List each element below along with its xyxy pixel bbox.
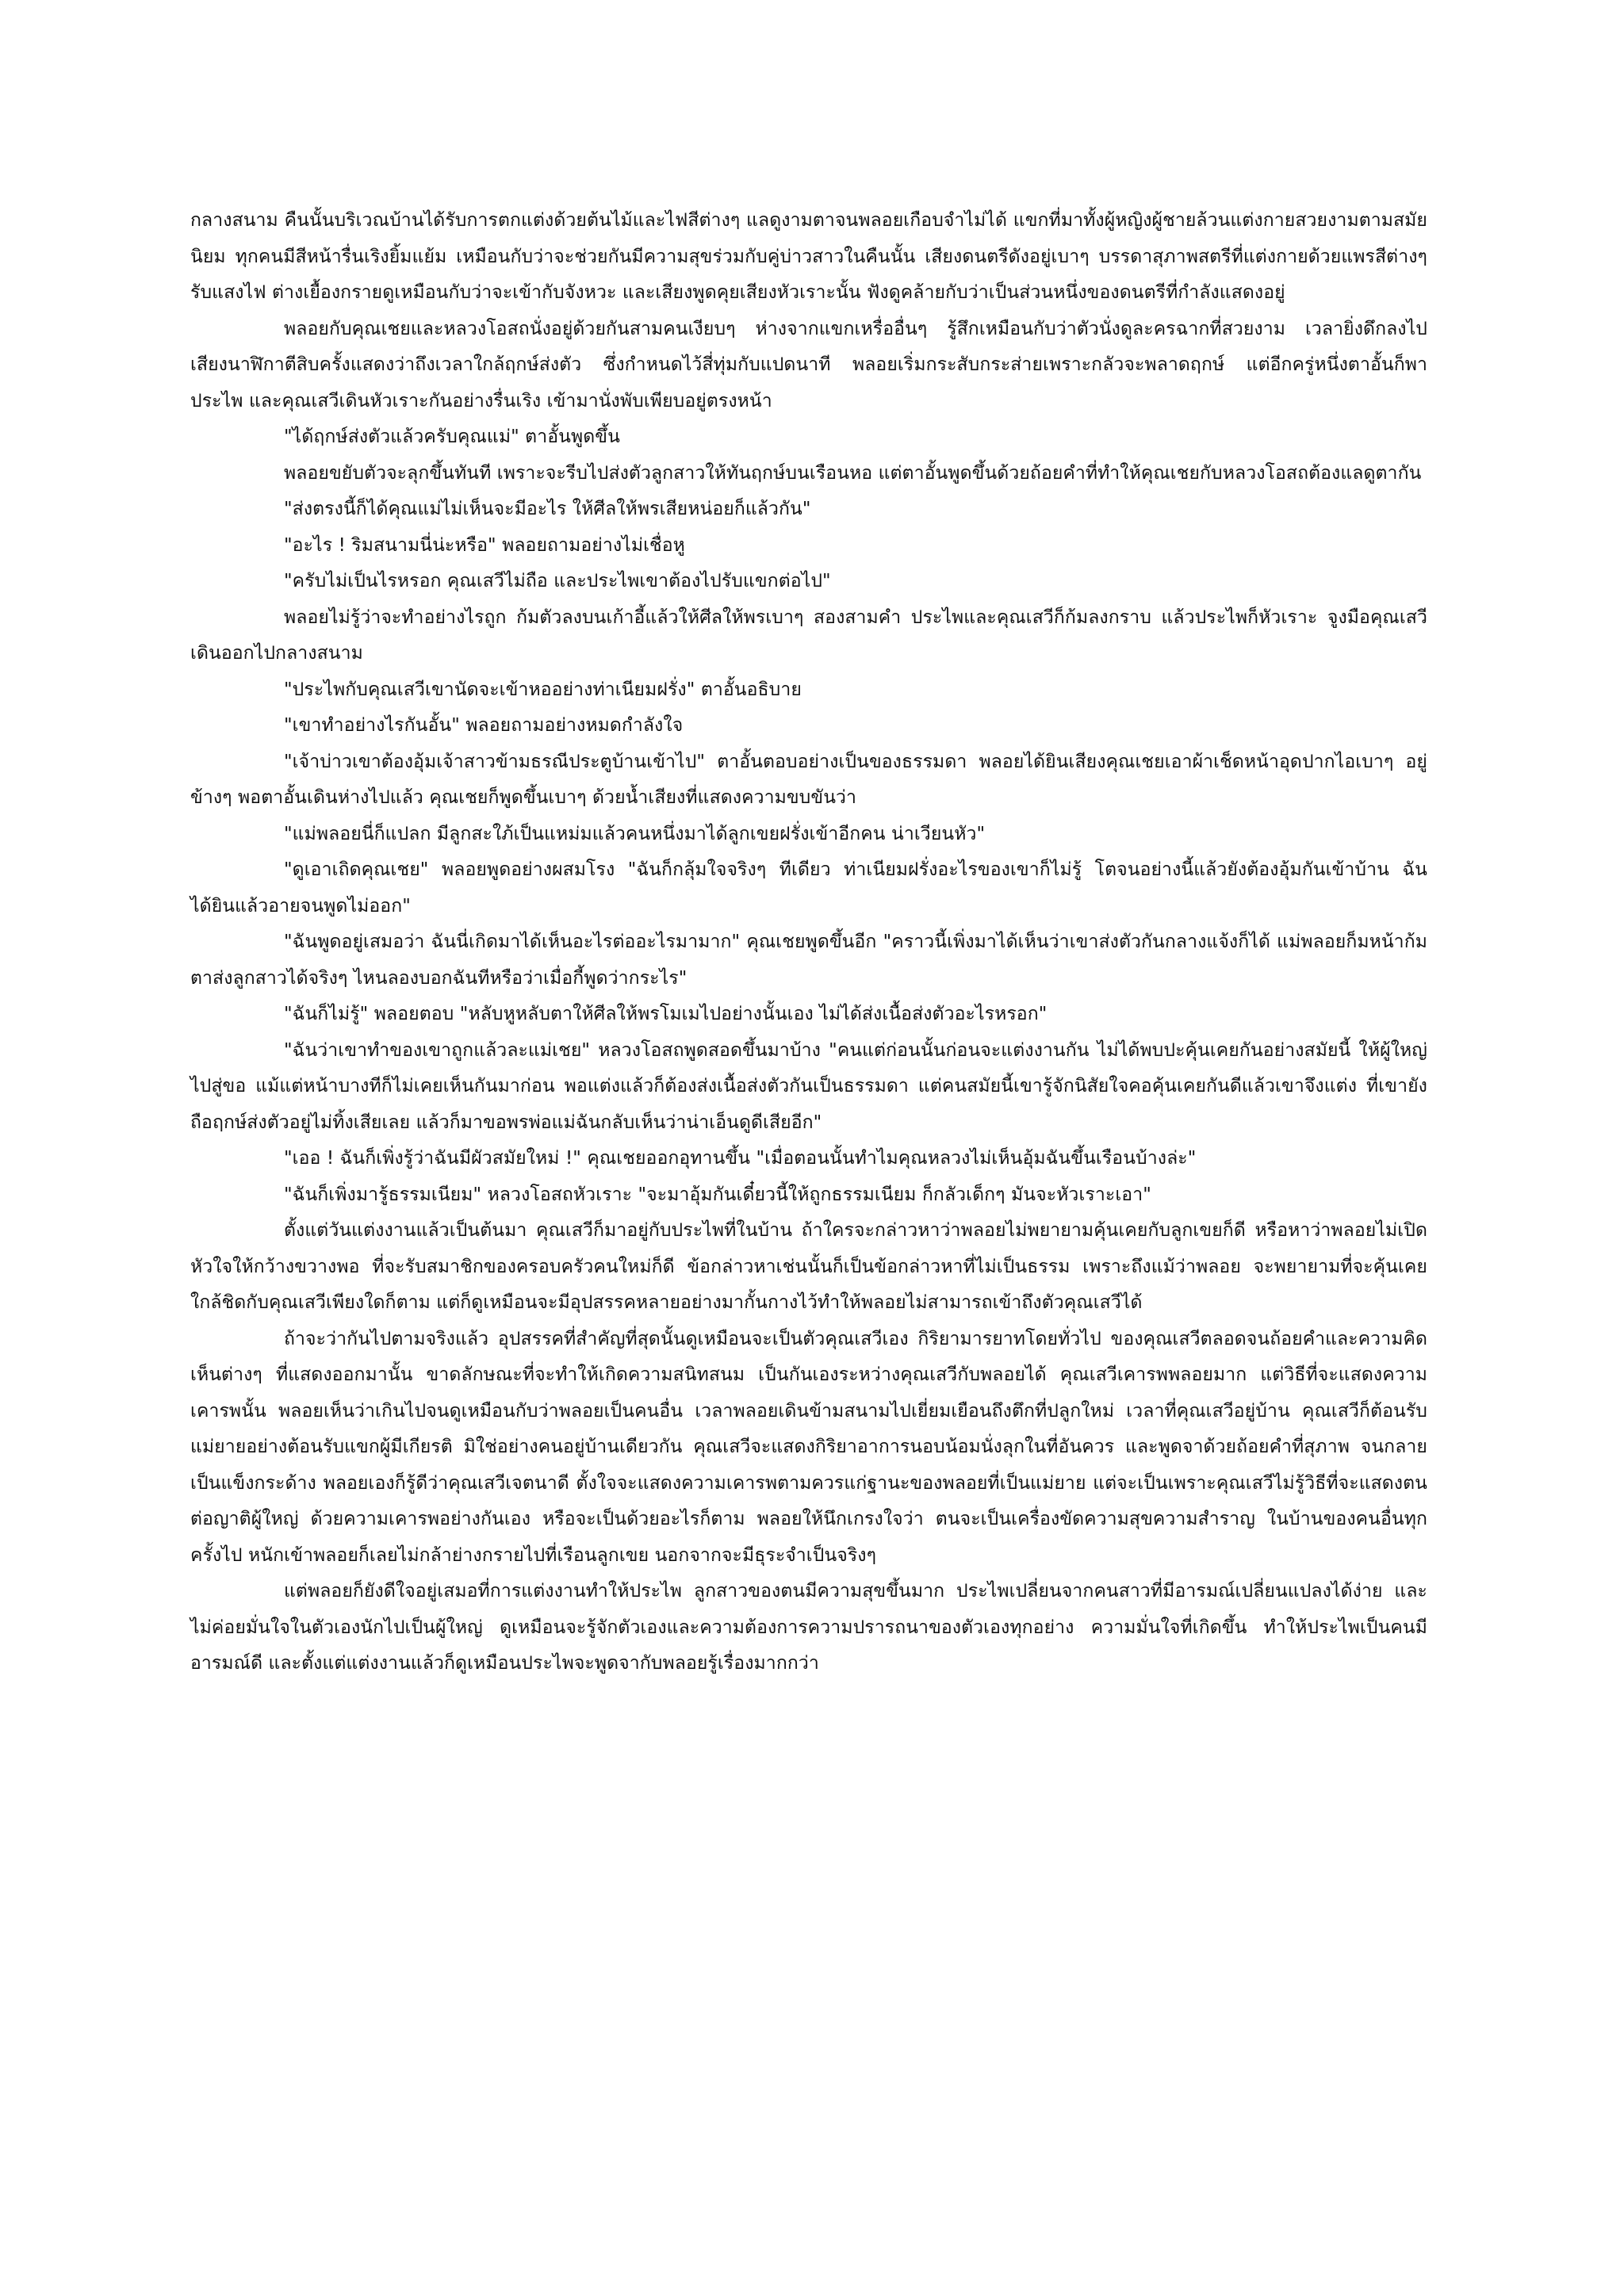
paragraph: "ได้ฤกษ์ส่งตัวแล้วครับคุณแม่" ตาอั้นพูดขึ้น [284, 427, 620, 447]
paragraph: "ฉันก็ไม่รู้" พลอยตอบ "หลับหูหลับตาให้ศีลให้พรโมเมไปอย่างนั้นเอง ไม่ได้ส่งเนื้อส่งตัวอะไรหรอก" [284, 1004, 1048, 1024]
document-page [190, 203, 1427, 1682]
paragraph: "ดูเอาเถิดคุณเชย" พลอยพูดอย่างผสมโรง "ฉันก็กลุ้มใจจริงๆ ทีเดียว ท่าเนียมฝรั่งอะไรของเขาก็ไม่รู้ โตจนอย่างนี้แล้วยังต้องอุ้มกันเข้าบ้าน ฉันได้ยินแล้วอายจนพูดไม่ออก" [190, 859, 1427, 916]
paragraph: แต่พลอยก็ยังดีใจอยู่เสมอที่การแต่งงานทำให้ประไพ ลูกสาวของตนมีความสุขขึ้นมาก ประไพเปลี่ยนจากคนสาวที่มีอารมณ์เปลี่ยนแปลงได้ง่าย และไม่ค่อยมั่นใจในตัวเองนักไปเป็นผู้ใหญ่ ดูเหมือนจะรู้จักตัวเองและความต้องการความปรารถนาของตัวเองทุกอย่าง ความมั่นใจที่เกิดขึ้น ทำให้ประไพเป็นคนมีอารมณ์ดี และตั้งแต่แต่งงานแล้วก็ดูเหมือนประไพจะพูดจากับพลอยรู้เรื่องมากกว่า [190, 1581, 1427, 1674]
paragraph: "ฉันก็เพิ่งมารู้ธรรมเนียม" หลวงโอสถหัวเราะ "จะมาอุ้มกันเดี๋ยวนี้ให้ถูกธรรมเนียม ก็กลัวเด็กๆ มันจะหัวเราะเอา" [284, 1184, 1151, 1205]
paragraph: พลอยไม่รู้ว่าจะทำอย่างไรถูก ก้มตัวลงบนเก้าอี้แล้วให้ศีลให้พรเบาๆ สองสามคำ ประไพและคุณเสวีก็ก้มลงกราบ แล้วประไพก็หัวเราะ จูงมือคุณเสวีเดินออกไปกลางสนาม [190, 607, 1427, 664]
paragraph: "เจ้าบ่าวเขาต้องอุ้มเจ้าสาวข้ามธรณีประตูบ้านเข้าไป" ตาอั้นตอบอย่างเป็นของธรรมดา พลอยได้ยินเสียงคุณเชยเอาผ้าเช็ดหน้าอุดปากไอเบาๆ อยู่ข้างๆ พอตาอั้นเดินห่างไปแล้ว คุณเชยก็พูดขึ้นเบาๆ ด้วยน้ำเสียงที่แสดงความขบขันว่า [190, 751, 1427, 808]
paragraph: "ครับไม่เป็นไรหรอก คุณเสวีไม่ถือ และประไพเขาต้องไปรับแขกต่อไป" [284, 571, 831, 591]
paragraph: ถ้าจะว่ากันไปตามจริงแล้ว อุปสรรคที่สำคัญที่สุดนั้นดูเหมือนจะเป็นตัวคุณเสวีเอง กิริยามารยาทโดยทั่วไป ของคุณเสวีตลอดจนถ้อยคำและความคิดเห็นต่างๆ ที่แสดงออกมานั้น ขาดลักษณะที่จะทำให้เกิดความสนิทสนม เป็นกันเองระหว่างคุณเสวีกับพลอยได้ คุณเสวีเคารพพลอยมาก แต่วิธีที่จะแสดงความเคารพนั้น พลอยเห็นว่าเกินไปจนดูเหมือนกับว่าพลอยเป็นคนอื่น เวลาพลอยเดินข้ามสนามไปเยี่ยมเยือนถึงตึกที่ปลูกใหม่ เวลาที่คุณเสวีอยู่บ้าน คุณเสวีก็ต้อนรับแม่ยายอย่างต้อนรับแขกผู้มีเกียรติ มิใช่อย่างคนอยู่บ้านเดียวกัน คุณเสวีจะแสดงกิริยาอาการนอบน้อมนั่งลุกในที่อันควร และพูดจาด้วยถ้อยคำที่สุภาพ จนกลายเป็นแข็งกระด้าง พลอยเองก็รู้ดีว่าคุณเสวีเจตนาดี ตั้งใจจะแสดงความเคารพตามควรแก่ฐานะของพลอยที่เป็นแม่ยาย แต่จะเป็นเพราะคุณเสวีไม่รู้วิธีที่จะแสดงตนต่อญาติผู้ใหญ่ ด้วยความเคารพอย่างกันเอง หรือจะเป็นด้วยอะไรก็ตาม พลอยให้นึกเกรงใจว่า ตนจะเป็นเครื่องขัดความสุขความสำราญ ในบ้านของคนอื่นทุกครั้งไป หนักเข้าพลอยก็เลยไม่กล้าย่างกรายไปที่เรือนลูกเขย นอกจากจะมีธุระจำเป็นจริงๆ [190, 1328, 1427, 1566]
paragraph: "ส่งตรงนี้ก็ได้คุณแม่ไม่เห็นจะมีอะไร ให้ศีลให้พรเสียหน่อยก็แล้วกัน" [284, 499, 811, 519]
paragraph: "แม่พลอยนี่ก็แปลก มีลูกสะใภ้เป็นแหม่มแล้วคนหนึ่งมาได้ลูกเขยฝรั่งเข้าอีกคน น่าเวียนหัว" [284, 823, 986, 844]
paragraph: "เขาทำอย่างไรกันอั้น" พลอยถามอย่างหมดกำลังใจ [284, 715, 684, 736]
paragraph: "ฉันพูดอยู่เสมอว่า ฉันนี่เกิดมาได้เห็นอะไรต่ออะไรมามาก" คุณเชยพูดขึ้นอีก "คราวนี้เพิ่งมาได้เห็นว่าเขาส่งตัวกันกลางแจ้งก็ได้ แม่พลอยก็มหน้าก้มตาส่งลูกสาวได้จริงๆ ไหนลองบอกฉันทีหรือว่าเมื่อกี้พูดว่ากระไร" [190, 932, 1427, 989]
paragraph: "อะไร ! ริมสนามนี่น่ะหรือ" พลอยถามอย่างไม่เชื่อหู [284, 534, 685, 556]
paragraph: "ฉันว่าเขาทำของเขาถูกแล้วละแม่เชย" หลวงโอสถพูดสอดขึ้นมาบ้าง "คนแต่ก่อนนั้นก่อนจะแต่งงานกัน ไม่ได้พบปะคุ้นเคยกันอย่างสมัยนี้ ให้ผู้ใหญ่ไปสู่ขอ แม้แต่หน้าบางทีก็ไม่เคยเห็นกันมาก่อน พอแต่งแล้วก็ต้องส่งเนื้อส่งตัวกันเป็นธรรมดา แต่คนสมัยนี้เขารู้จักนิสัยใจคอคุ้นเคยกันดีแล้วเขาจึงแต่ง ที่เขายังถือฤกษ์ส่งตัวอยู่ไม่ทิ้งเสียเลย แล้วก็มาขอพรพ่อแม่ฉันกลับเห็นว่าน่าเอ็นดูดีเสียอีก" [190, 1039, 1427, 1133]
paragraph: ตั้งแต่วันแต่งงานแล้วเป็นต้นมา คุณเสวีก็มาอยู่กับประไพที่ในบ้าน ถ้าใครจะกล่าวหาว่าพลอยไม่พยายามคุ้นเคยกับลูกเขยก็ดี หรือหาว่าพลอยไม่เปิดหัวใจให้กว้างขวางพอ ที่จะรับสมาชิกของครอบครัวคนใหม่ก็ดี ข้อกล่าวหาเช่นนั้นก็เป็นข้อกล่าวหาที่ไม่เป็นธรรม เพราะถึงแม้ว่าพลอย จะพยายามที่จะคุ้นเคยใกล้ชิดกับคุณเสวีเพียงใดก็ตาม แต่ก็ดูเหมือนจะมีอุปสรรคหลายอย่างมากั้นกางไว้ทำให้พลอยไม่สามารถเข้าถึงตัวคุณเสวีได้ [190, 1220, 1427, 1313]
paragraph: พลอยกับคุณเชยและหลวงโอสถนั่งอยู่ด้วยกันสามคนเงียบๆ ห่างจากแขกเหรื่ออื่นๆ รู้สึกเหมือนกับว่าตัวนั่งดูละครฉากที่สวยงาม เวลายิ่งดึกลงไป เสียงนาฬิกาตีสิบครั้งแสดงว่าถึงเวลาใกล้ฤกษ์ส่งตัว ซึ่งกำหนดไว้สี่ทุ่มกับแปดนาที พลอยเริ่มกระสับกระส่ายเพราะกลัวจะพลาดฤกษ์ แต่อีกครู่หนึ่งตาอั้นก็พาประไพ และคุณเสวีเดินหัวเราะกันอย่างรื่นเริง เข้ามานั่งพับเพียบอยู่ตรงหน้า [190, 318, 1427, 411]
paragraph: พลอยขยับตัวจะลุกขึ้นทันที เพราะจะรีบไปส่งตัวลูกสาวให้ทันฤกษ์บนเรือนหอ แต่ตาอั้นพูดขึ้นด้วยถ้อยคำที่ทำให้คุณเชยกับหลวงโอสถต้องแลดูตากัน [284, 462, 1422, 484]
paragraph: "เออ ! ฉันก็เพิ่งรู้ว่าฉันมีผัวสมัยใหม่ !" คุณเชยออกอุทานขึ้น "เมื่อตอนนั้นทำไมคุณหลวงไม่เห็นอุ้มฉันขึ้นเรือนบ้างล่ะ" [284, 1148, 1197, 1169]
paragraph: "ประไพกับคุณเสวีเขานัดจะเข้าหออย่างท่าเนียมฝรั่ง" ตาอั้นอธิบาย [284, 679, 802, 700]
paragraph: กลางสนาม คืนนั้นบริเวณบ้านได้รับการตกแต่งด้วยต้นไม้และไฟสีต่างๆ แลดูงามตาจนพลอยเกือบจำไม่ได้ แขกที่มาทั้งผู้หญิงผู้ชายล้วนแต่งกายสวยงามตามสมัยนิยม ทุกคนมีสีหน้ารื่นเริงยิ้มแย้ม เหมือนกับว่าจะช่วยกันมีความสุขร่วมกับคู่บ่าวสาวในคืนนั้น เสียงดนตรีดังอยู่เบาๆ บรรดาสุภาพสตรีที่แต่งกายด้วยแพรสีต่างๆ รับแสงไฟ ต่างเยื้องกรายดูเหมือนกับว่าจะเข้ากับจังหวะ และเสียงพูดคุยเสียงหัวเราะนั้น ฟังดูคล้ายกับว่าเป็นส่วนหนึ่งของดนตรีที่กำลังแสดงอยู่ [190, 210, 1427, 303]
